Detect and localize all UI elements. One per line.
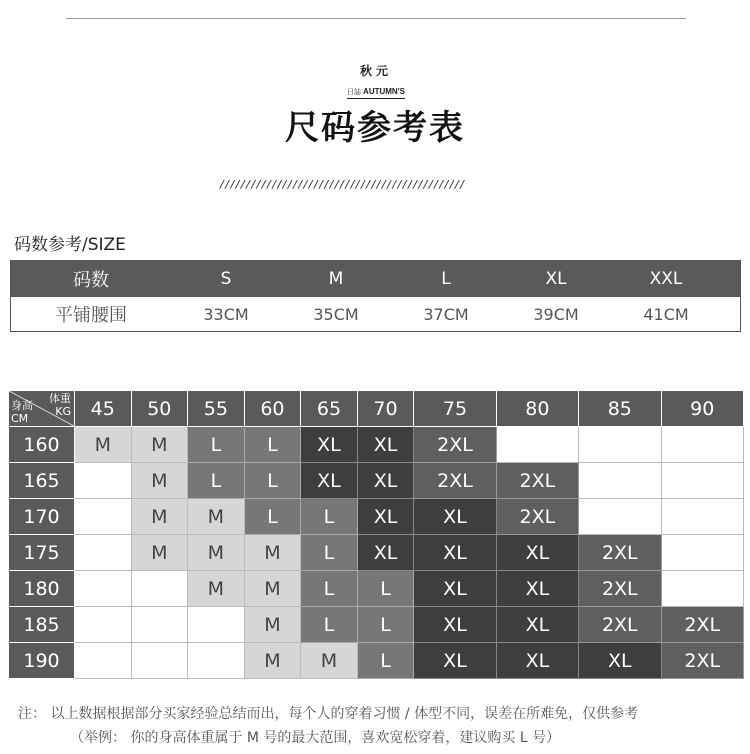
top-divider (66, 18, 686, 19)
page-title: 尺码参考表 (285, 108, 465, 148)
empty-cell (75, 643, 132, 679)
waist-value: 33CM (203, 304, 249, 324)
size-cell: L (188, 427, 245, 463)
empty-cell (661, 535, 744, 571)
weight-header: 50 (131, 391, 188, 427)
size-cell: L (357, 571, 414, 607)
size-cell: L (301, 499, 358, 535)
size-cell: 2XL (496, 463, 578, 499)
size-cell: 2XL (579, 607, 661, 643)
waist-value: 37CM (423, 304, 469, 324)
waist-row-label: 平铺腰围 (55, 305, 127, 326)
size-cell: L (244, 499, 301, 535)
size-cell: XL (357, 463, 414, 499)
brand-en (347, 87, 405, 99)
size-cell: M (244, 571, 301, 607)
size-cell: M (244, 535, 301, 571)
size-cell: L (301, 571, 358, 607)
grid-row (9, 499, 744, 535)
size-cell: M (244, 643, 301, 679)
size-cell: XL (301, 463, 358, 499)
size-cell: M (75, 427, 132, 463)
size-cell: L (301, 535, 358, 571)
weight-header: 65 (301, 391, 358, 427)
size-cell: XL (357, 499, 414, 535)
weight-label (49, 392, 71, 418)
empty-cell (75, 463, 132, 499)
grid-row (9, 643, 744, 679)
weight-header: 85 (579, 391, 661, 427)
size-head-label: 码数 (73, 269, 109, 291)
size-cell: XL (496, 571, 578, 607)
weight-header: 70 (357, 391, 414, 427)
height-weight-grid (8, 390, 744, 679)
empty-cell (75, 607, 132, 643)
weight-label-text: 体重 (49, 392, 71, 405)
size-cell: L (244, 463, 301, 499)
grid-row (9, 427, 744, 463)
size-cell: M (301, 643, 358, 679)
empty-cell (661, 427, 744, 463)
grid-row (9, 571, 744, 607)
size-cell: 2XL (661, 643, 744, 679)
waist-row (11, 296, 740, 331)
size-cell: XL (414, 571, 496, 607)
empty-cell (75, 499, 132, 535)
height-label (11, 399, 33, 425)
weight-unit: KG (55, 405, 71, 418)
brand-cn: 秋元 (359, 64, 392, 78)
weight-header: 55 (188, 391, 245, 427)
size-label: L (441, 268, 451, 289)
size-cell: XL (496, 643, 578, 679)
size-label: M (328, 268, 344, 289)
weight-header: 80 (496, 391, 578, 427)
waist-value: 41CM (643, 304, 689, 324)
empty-cell (661, 571, 744, 607)
size-cell: 2XL (414, 427, 496, 463)
grid-header-row (9, 391, 744, 427)
decorative-slashes: /////////////////////////////////////////////// (219, 178, 465, 191)
height-header: 170 (9, 499, 75, 535)
size-table-header (11, 261, 740, 296)
empty-cell (75, 571, 132, 607)
note-line-1: 注： 以上数据根据部分买家经验总结而出，每个人的穿着习惯 / 体型不同，误差在所难免，仅供参考 (18, 706, 639, 722)
size-cell: XL (357, 427, 414, 463)
empty-cell (131, 607, 188, 643)
weight-header: 90 (661, 391, 744, 427)
size-cell: XL (414, 535, 496, 571)
size-cell: L (357, 607, 414, 643)
height-header: 180 (9, 571, 75, 607)
size-cell: L (188, 463, 245, 499)
waist-value: 39CM (533, 304, 579, 324)
brand-en-text: AUTUMN'S (363, 87, 405, 96)
size-label: XL (545, 268, 567, 289)
height-header: 175 (9, 535, 75, 571)
size-cell: XL (301, 427, 358, 463)
height-header: 160 (9, 427, 75, 463)
note-line-2: （举例： 你的身高体重属于 M 号的最大范围，喜欢宽松穿着，建议购买 L 号） (70, 730, 561, 746)
size-cell: M (188, 535, 245, 571)
size-cell: M (131, 535, 188, 571)
grid-row (9, 463, 744, 499)
waist-value: 35CM (313, 304, 359, 324)
empty-cell (131, 571, 188, 607)
empty-cell (188, 643, 245, 679)
size-cell: L (244, 427, 301, 463)
empty-cell (131, 643, 188, 679)
size-cell: M (131, 499, 188, 535)
brand-logo (336, 62, 416, 99)
size-cell: 2XL (579, 535, 661, 571)
size-label: XXL (649, 268, 683, 289)
size-cell: XL (357, 535, 414, 571)
size-label: S (220, 268, 232, 289)
size-cell: 2XL (496, 499, 578, 535)
size-heading: 码数参考/SIZE (14, 235, 126, 255)
grid-row (9, 535, 744, 571)
size-cell: 2XL (414, 463, 496, 499)
size-table (10, 260, 741, 332)
size-cell: XL (414, 607, 496, 643)
empty-cell (75, 535, 132, 571)
size-cell: L (301, 607, 358, 643)
size-cell: M (131, 463, 188, 499)
size-cell: M (188, 571, 245, 607)
empty-cell (579, 499, 661, 535)
grid-corner (9, 391, 75, 427)
empty-cell (579, 427, 661, 463)
empty-cell (661, 499, 744, 535)
grid-row (9, 607, 744, 643)
size-cell: XL (414, 643, 496, 679)
size-cell: M (188, 499, 245, 535)
size-cell: XL (496, 607, 578, 643)
empty-cell (661, 463, 744, 499)
size-cell: M (244, 607, 301, 643)
height-unit: CM (11, 412, 29, 425)
height-label-text: 身高 (11, 399, 33, 412)
size-cell: 2XL (579, 571, 661, 607)
weight-header: 60 (244, 391, 301, 427)
weight-header: 75 (414, 391, 496, 427)
height-header: 185 (9, 607, 75, 643)
height-header: 165 (9, 463, 75, 499)
size-cell: L (357, 643, 414, 679)
size-cell: 2XL (661, 607, 744, 643)
size-cell: M (131, 427, 188, 463)
weight-header: 45 (75, 391, 132, 427)
height-header: 190 (9, 643, 75, 679)
size-cell: XL (414, 499, 496, 535)
empty-cell (496, 427, 578, 463)
empty-cell (188, 607, 245, 643)
brand-en-small: 日誌 (347, 89, 362, 96)
size-cell: XL (579, 643, 661, 679)
size-cell: XL (496, 535, 578, 571)
empty-cell (579, 463, 661, 499)
